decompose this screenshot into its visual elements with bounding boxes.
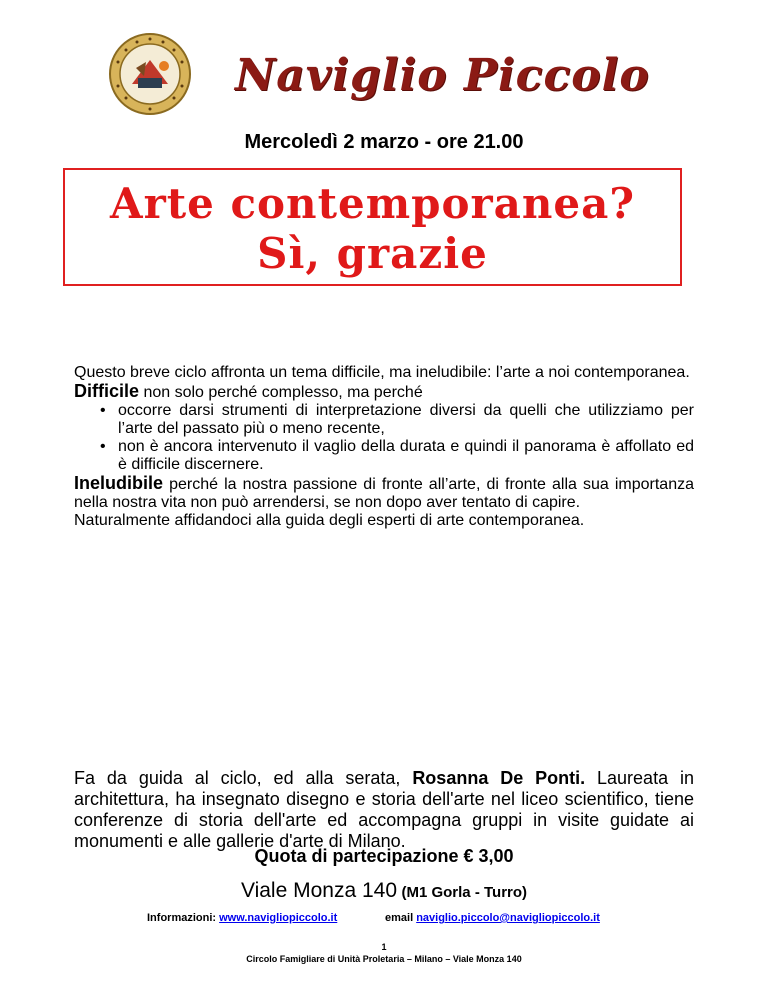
guide-name: Rosanna De Ponti. [412, 768, 586, 788]
info-label: Informazioni: [147, 912, 220, 924]
list-item [74, 438, 694, 474]
difficile-paragraph [74, 382, 694, 402]
intro-paragraph: Questo breve ciclo affronta un tema difficile, ma ineludibile: l’arte a noi contemporanea. [74, 364, 690, 381]
list-item [74, 402, 694, 438]
info-line [147, 912, 337, 924]
bullet-icon: • [100, 402, 106, 419]
participation-fee: Quota di partecipazione € 3,00 [254, 846, 514, 866]
ineludibile-text: perché la nostra passione di fronte all’arte, di fronte alla sua importanza nella nostra vita non può arrendersi, se non dopo aver tentato di capire. [74, 476, 694, 511]
email-line [385, 912, 600, 924]
list-item-text: non è ancora intervenuto il vaglio della durata e quindi il panorama è affollato ed è difficile discernere. [118, 438, 694, 473]
page-number: 1 [381, 942, 387, 952]
address-main: Viale Monza 140 [240, 879, 398, 902]
email-link[interactable]: naviglio.piccolo@navigliopiccolo.it [416, 912, 600, 924]
ineludibile-paragraph [74, 474, 694, 512]
address-metro: (M1 Gorla - Turro) [401, 884, 528, 901]
difficile-word: Difficile [74, 381, 140, 401]
event-title-box [63, 168, 682, 286]
guide-paragraph [74, 768, 694, 852]
difficile-text: non solo perché complesso, ma perché [139, 384, 423, 401]
brand-title: Naviglio Piccolo [235, 50, 650, 101]
closing-paragraph: Naturalmente affidandoci alla guida degli esperti di arte contemporanea. [74, 512, 585, 529]
guide-intro: Fa da guida al ciclo, ed alla serata, [74, 768, 413, 788]
logo-seal [108, 32, 192, 116]
website-link[interactable]: www.navigliopiccolo.it [219, 912, 338, 924]
event-title-line2: Sì, grazie [257, 229, 488, 278]
footer-org: Circolo Famigliare di Unità Proletaria – Milano – Viale Monza 140 [246, 954, 522, 964]
event-datetime: Mercoledì 2 marzo - ore 21.00 [244, 131, 524, 153]
guide-bio: Laureata in architettura, ha insegnato disegno e storia dell'arte nel liceo scientifico, tiene conferenze di storia dell'arte ed accompagna gruppi in visite guidate ai monumenti e alle gallerie d'arte di Milano. [74, 768, 694, 851]
bullet-icon: • [100, 438, 106, 455]
event-title-line1: Arte contemporanea? [110, 179, 635, 228]
ineludibile-word: Ineludibile [74, 473, 164, 493]
list-item-text: occorre darsi strumenti di interpretazione diversi da quelli che utilizziamo per l’arte del passato più o meno recente, [118, 402, 694, 437]
description [74, 364, 694, 530]
reasons-list [74, 402, 694, 474]
email-label: email [385, 912, 417, 924]
address [0, 879, 768, 903]
